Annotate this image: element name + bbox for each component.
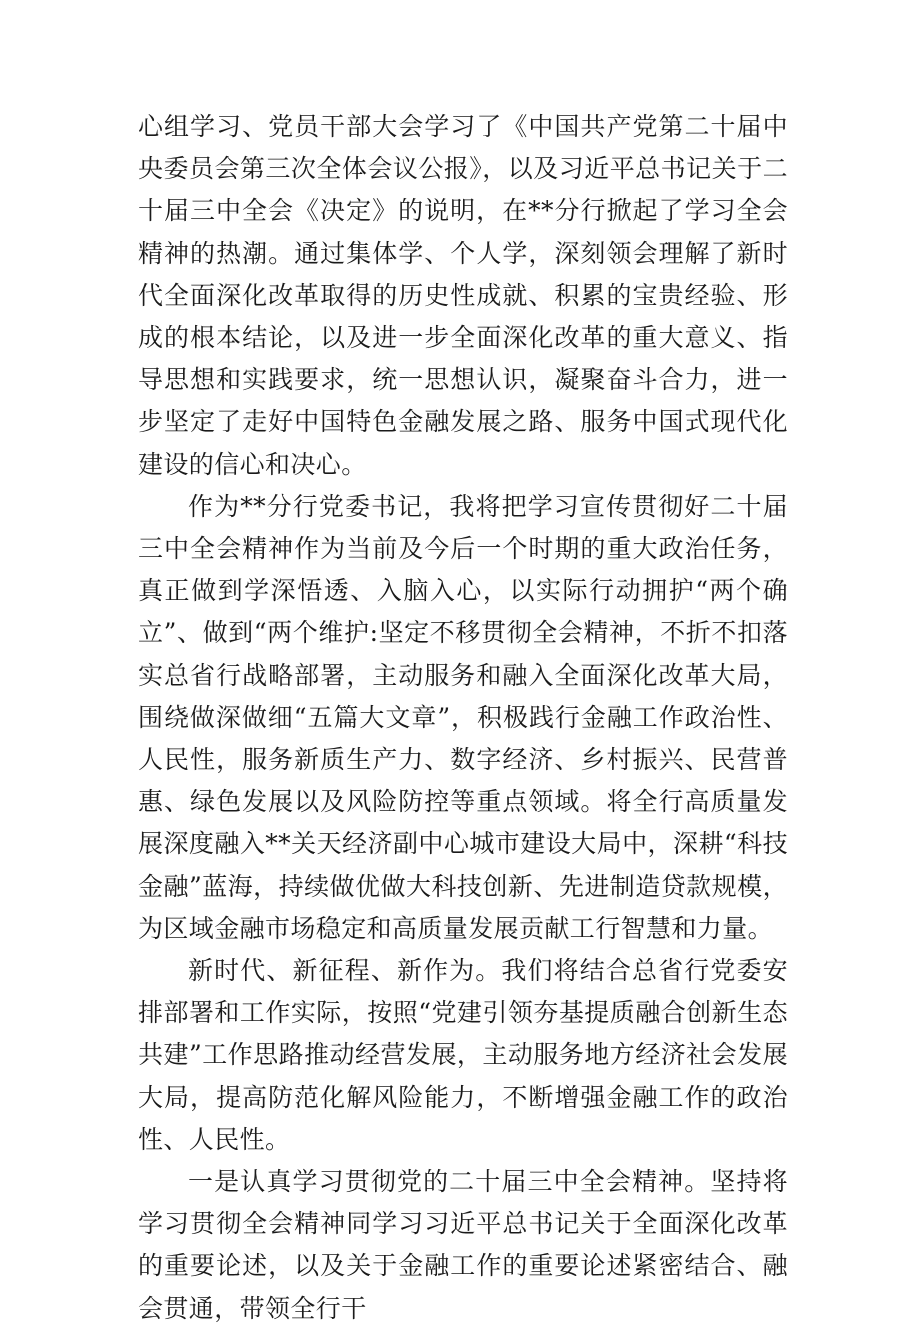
document-body — [138, 106, 788, 1330]
paragraph-new-era-plan: 新时代、新征程、新作为。我们将结合总省行党委安排部署和工作实际，按照“党建引领夯基提质融合创新生态共建”工作思路推动经营发展，主动服务地方经济社会发展大局，提高防范化解风险能力，不断增强金融工作的政治性、人民性。 — [138, 956, 788, 1154]
paragraph-study-summary: 心组学习、党员干部大会学习了《中国共产党第二十届中央委员会第三次全体会议公报》，以及习近平总书记关于二十届三中全会《决定》的说明，在**分行掀起了学习全会精神的热潮。通过集体学、个人学，深刻领会理解了新时代全面深化改革取得的历史性成就、积累的宝贵经验、形成的根本结论，以及进一步全面深化改革的重大意义、指导思想和实践要求，统一思想认识，凝聚奋斗合力，进一步坚定了走好中国特色金融发展之路、服务中国式现代化建设的信心和决心。 — [138, 112, 788, 479]
paragraph-point-one: 一是认真学习贯彻党的二十届三中全会精神。坚持将学习贯彻全会精神同学习习近平总书记关于全面深化改革的重要论述，以及关于金融工作的重要论述紧密结合、融会贯通，带领全行干 — [138, 1167, 788, 1323]
paragraph-party-secretary-commitment: 作为**分行党委书记，我将把学习宣传贯彻好二十届三中全会精神作为当前及今后一个时期的重大政治任务，真正做到学深悟透、入脑入心，以实际行动拥护“两个确立”、做到“两个维护:坚定不移贯彻全会精神，不折不扣落实总省行战略部署，主动服务和融入全面深化改革大局，围绕做深做细“五篇大文章”，积极践行金融工作政治性、人民性，服务新质生产力、数字经济、乡村振兴、民营普惠、绿色发展以及风险防控等重点领域。将全行高质量发展深度融入**关天经济副中心城市建设大局中，深耕“科技金融”蓝海，持续做优做大科技创新、先进制造贷款规模，为区域金融市场稳定和高质量发展贡献工行智慧和力量。 — [138, 491, 788, 943]
